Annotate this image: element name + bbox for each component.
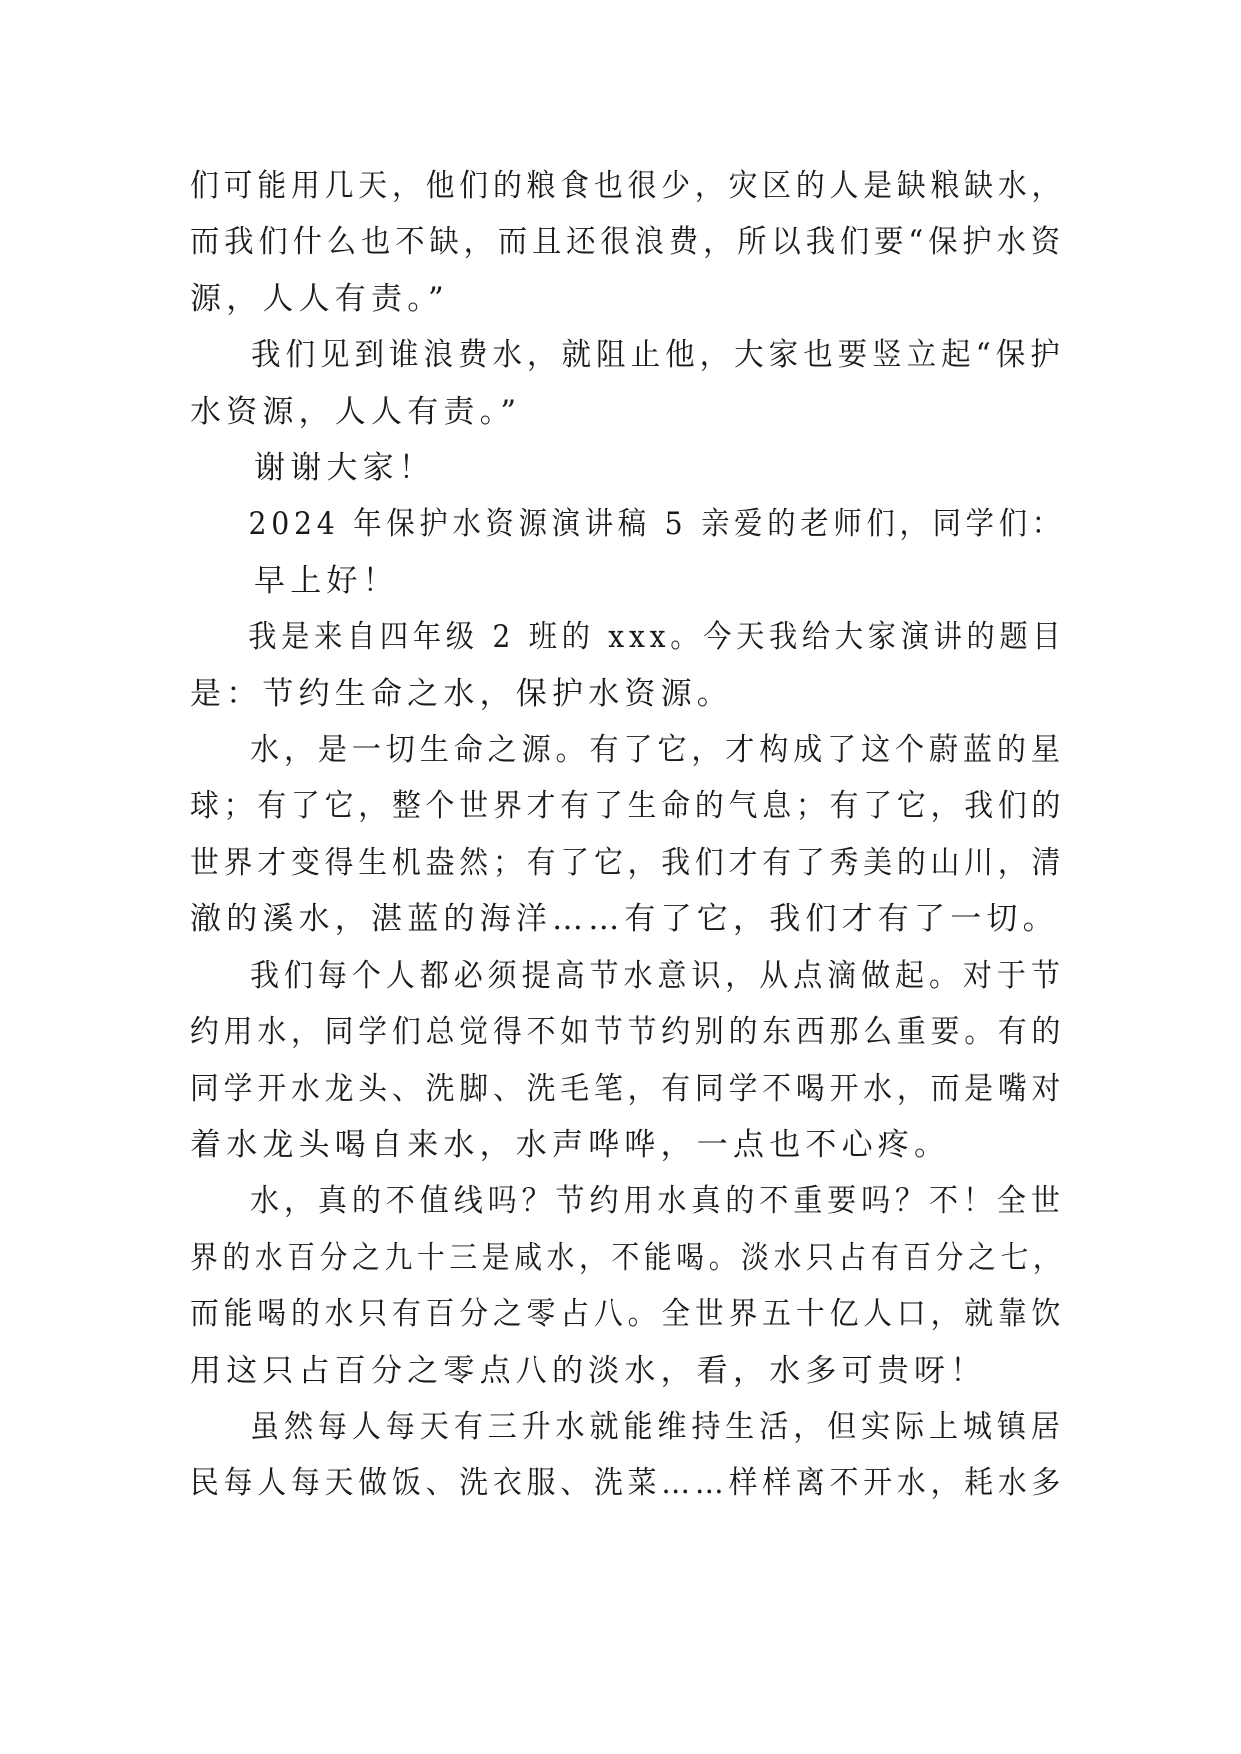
text-line: 我是来自四年级 2 班的 xxx。今天我给大家演讲的题目	[248, 619, 1066, 656]
text-line: 而我们什么也不缺，而且还很浪费，所以我们要“保护水资	[190, 224, 1066, 261]
text-line: 水，是一切生命之源。有了它，才构成了这个蔚蓝的星	[250, 732, 1065, 769]
text-line: 水，真的不值线吗？节约用水真的不重要吗？不！全世	[250, 1183, 1065, 1220]
paragraph	[190, 553, 1065, 609]
paragraph	[190, 722, 1065, 948]
text-line: 而能喝的水只有百分之零占八。全世界五十亿人口，就靠饮	[190, 1296, 1066, 1333]
text-line: 球；有了它，整个世界才有了生命的气息；有了它，我们的	[190, 788, 1066, 825]
text-line: 世界才变得生机盎然；有了它，我们才有了秀美的山川，清	[190, 844, 1066, 881]
text-line: 界的水百分之九十三是咸水，不能喝。淡水只占有百分之七，	[190, 1239, 1066, 1276]
paragraph	[190, 327, 1065, 440]
paragraph	[190, 1173, 1065, 1399]
text-line: 是：节约生命之水，保护水资源。	[190, 675, 733, 712]
paragraph	[190, 158, 1065, 327]
text-line: 源，人人有责。”	[190, 280, 449, 317]
paragraph	[190, 1399, 1065, 1512]
text-line: 着水龙头喝自来水，水声哗哗，一点也不心疼。	[190, 1126, 951, 1163]
text-line: 们可能用几天，他们的粮食也很少，灾区的人是缺粮缺水，	[190, 168, 1066, 204]
text-line: 约用水，同学们总觉得不如节节约别的东西那么重要。有的	[190, 1014, 1066, 1051]
text-line: 用这只占百分之零点八的淡水，看，水多可贵呀！	[190, 1352, 987, 1389]
text-line: 早上好！	[254, 562, 399, 599]
text-line: 水资源，人人有责。”	[190, 393, 522, 430]
text-line: 2024 年保护水资源演讲稿 5 亲爱的老师们，同学们：	[248, 506, 1065, 543]
text-line: 民每人每天做饭、洗衣服、洗菜……样样离不开水，耗水多	[190, 1465, 1066, 1502]
paragraph	[190, 496, 1065, 552]
text-line: 虽然每人每天有三升水就能维持生活，但实际上城镇居	[250, 1408, 1065, 1445]
text-line: 澈的溪水，湛蓝的海洋……有了它，我们才有了一切。	[190, 901, 1059, 938]
paragraph	[190, 440, 1065, 496]
text-line: 我们见到谁浪费水，就阻止他，大家也要竖立起“保护	[251, 337, 1065, 374]
text-line: 同学开水龙头、洗脚、洗毛笔，有同学不喝开水，而是嘴对	[190, 1070, 1066, 1107]
text-line: 我们每个人都必须提高节水意识，从点滴做起。对于节	[250, 957, 1065, 994]
paragraph	[190, 948, 1065, 1174]
paragraph	[190, 609, 1065, 722]
text-line: 谢谢大家！	[254, 450, 435, 487]
document-body	[190, 158, 1065, 1512]
